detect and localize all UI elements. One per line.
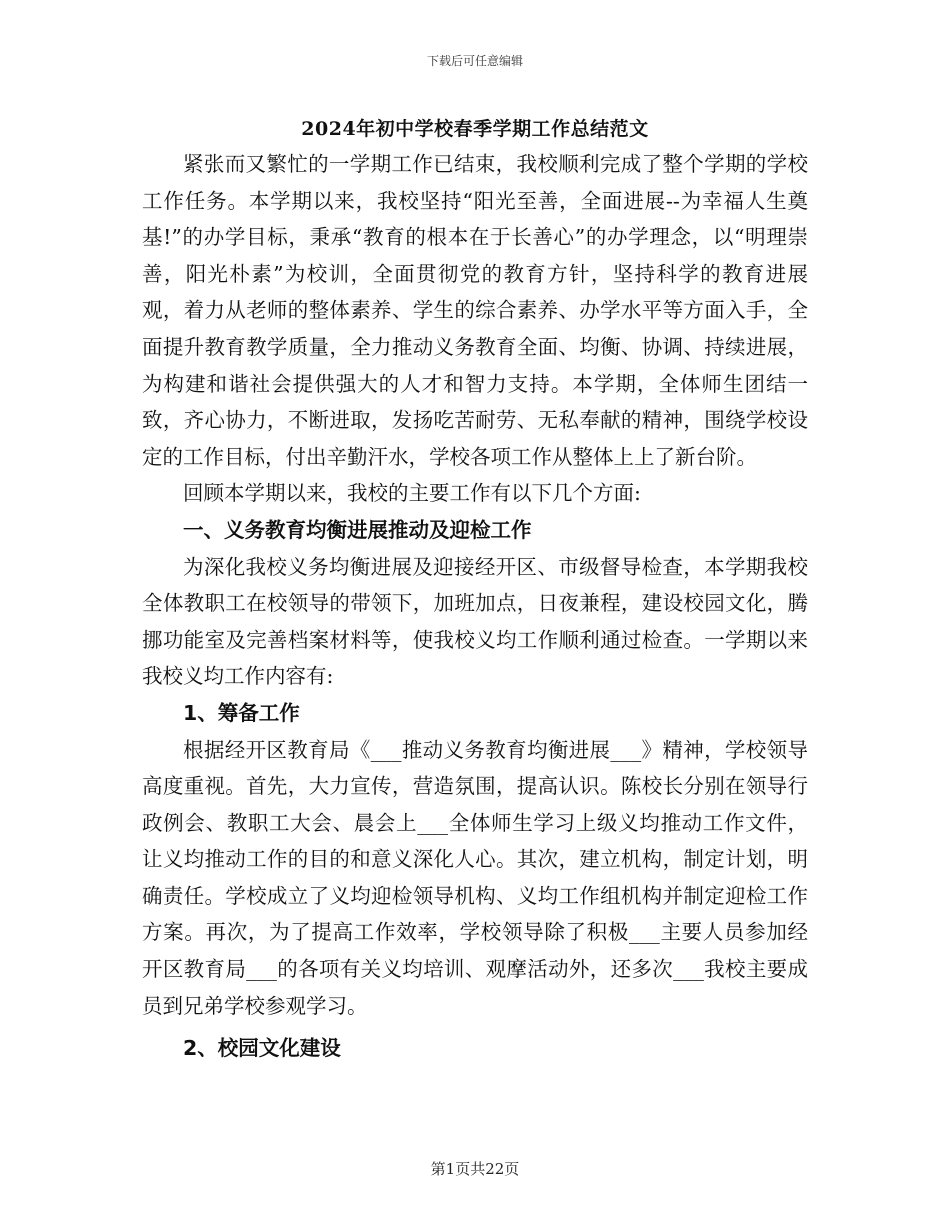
subsection-heading-1: 1、筹备工作 (183, 700, 300, 725)
document-title: 2024年初中学校春季学期工作总结范文 (301, 118, 649, 140)
page-number: 第1页共22页 (430, 1160, 520, 1178)
body-paragraph-preparation: 根据经开区教育局《___推动义务教育均衡进展___》精神，学校领导高度重视。首先，大力宣传，营造氛围，提高认识。陈校长分别在领导行政例会、教职工大会、晨会上___全体师生学习上级义均推动工作文件，让义均推动工作的目的和意义深化人心。其次，建立机构，制定计划，明确责任。学校成立了义均迎检领导机构、义均工作组机构并制定迎检工作方案。再次，为了提高工作效率，学校领导除了积极___主要人员参加经开区教育局___的各项有关义均培训、观摩活动外，还多次___我校主要成员到兄弟学校参观学习。 (142, 737, 808, 1018)
section-heading-1: 一、义务教育均衡进展推动及迎检工作 (183, 517, 532, 542)
body-paragraph-section-1: 为深化我校义务均衡进展及迎接经开区、市级督导检查，本学期我校全体教职工在校领导的带领下，加班加点，日夜兼程，建设校园文化，腾挪功能室及完善档案材料等，使我校义均工作顺利通过检查。一学期以来我校义均工作内容有: (142, 554, 808, 689)
body-paragraph-intro: 紧张而又繁忙的一学期工作已结束，我校顺利完成了整个学期的学校工作任务。本学期以来，我校坚持“阳光至善，全面进展--为幸福人生奠基!”的办学目标，秉承“教育的根本在于长善心”的办学理念，以“明理崇善，阳光朴素”为校训，全面贯彻党的教育方针，坚持科学的教育进展观，着力从老师的整体素养、学生的综合素养、办学水平等方面入手，全面提升教育教学质量，全力推动义务教育全面、均衡、协调、持续进展，为构建和谐社会提供强大的人才和智力支持。本学期，全体师生团结一致，齐心协力，不断进取，发扬吃苦耐劳、无私奉献的精神，围绕学校设定的工作目标，付出辛勤汗水，学校各项工作从整体上上了新台阶。 (142, 152, 808, 469)
body-paragraph-review: 回顾本学期以来，我校的主要工作有以下几个方面: (183, 481, 641, 506)
document-body (142, 146, 808, 1067)
subsection-heading-2: 2、校园文化建设 (183, 1036, 341, 1061)
page-header-note: 下载后可任意编辑 (426, 54, 523, 68)
